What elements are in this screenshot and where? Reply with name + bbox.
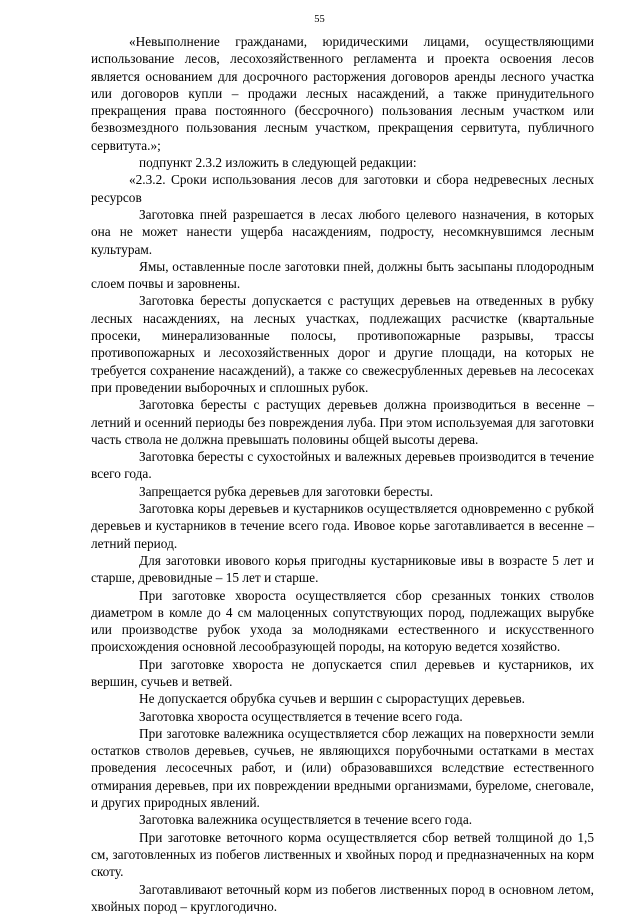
page-number: 55 bbox=[314, 14, 325, 25]
paragraph-twig-fodder: При заготовке веточного корма осуществляется сбор ветвей толщиной до 1,5 см, заготовленных из побегов лиственных и хвойных пород и предназначенных на корм скоту. bbox=[91, 829, 594, 880]
paragraph-stumps: Заготовка пней разрешается в лесах любого целевого назначения, в которых она не может нанести ущерба насаждениям, подросту, несомкнувшимся лесным культурам. bbox=[91, 206, 594, 257]
paragraph-quote-nonfulfillment: «Невыполнение гражданами, юридическими лицами, осуществляющими использование лесов, лесохозяйственного регламента и проекта освоения лесов является основанием для досрочного расторжения договоров аренды лесного участка или договоров купли – продажи лесных насаждений, а также принудительного прекращения права постоянного (бессрочного) пользования лесным участком или безвозмездного пользования лесным участком, прекращения сервитута, публичного сервитута.»; bbox=[91, 34, 594, 153]
paragraph-subpoint-instruction: подпункт 2.3.2 изложить в следующей редакции: bbox=[139, 155, 417, 171]
paragraph-deadfall: При заготовке валежника осуществляется сбор лежащих на поверхности земли остатков стволов деревьев, сучьев, не являющихся порубочными остатками в местах проведения лесосечных работ, и (или) образовавшихся вследствие естественного отмирания деревьев, при их повреждении вредными организмами, буреломе, снеговале, и других природных явлений. bbox=[91, 725, 594, 811]
document-body bbox=[91, 33, 594, 915]
paragraph-birch-bark-living: Заготовка бересты допускается с растущих деревьев на отведенных в рубку лесных насаждениях, на лесных участках, подлежащих расчистке (квартальные просеки, минерализованные полосы, противопожарные разрывы, трассы противопожарных и лесохозяйственных дорог и другие площади, на которых не требуется сохранение насаждений), а также со свежесрубленных деревьев на лесосеках при проведении выборочных и сплошных рубок. bbox=[91, 293, 594, 395]
paragraph-brushwood-restriction: При заготовке хвороста не допускается спил деревьев и кустарников, их вершин, сучьев и ветвей. bbox=[91, 656, 594, 689]
section-heading-2-3-2: «2.3.2. Сроки использования лесов для заготовки и сбора недревесных лесных ресурсов bbox=[91, 172, 594, 205]
paragraph-branch-ban: Не допускается обрубка сучьев и вершин с сырорастущих деревьев. bbox=[139, 691, 525, 707]
paragraph-pits: Ямы, оставленные после заготовки пней, должны быть засыпаны плодородным слоем почвы и заровнены. bbox=[91, 258, 594, 292]
paragraph-willow-bark: Для заготовки ивового корья пригодны кустарниковые ивы в возрасте 5 лет и старше, древовидные – 15 лет и старше. bbox=[91, 552, 594, 586]
paragraph-deadfall-season: Заготовка валежника осуществляется в течение всего года. bbox=[139, 812, 473, 828]
paragraph-brushwood: При заготовке хвороста осуществляется сбор срезанных тонких стволов диаметром в комле до 4 см малоценных сопутствующих пород, подлежащих вырубке или производстве рубок ухода за молодняками естественного и искусственного происхождения основной лесообразующей породы, на которую ведется хозяйство. bbox=[91, 587, 594, 655]
paragraph-birch-bark-season: Заготовка бересты с растущих деревьев должна производиться в весенне – летний и осенний периоды без повреждения луба. При этом используемая для заготовки часть ствола не должна превышать половины общей высоты дерева. bbox=[91, 397, 594, 447]
paragraph-twig-fodder-season: Заготавливают веточный корм из побегов лиственных пород в основном летом, хвойных пород – круглогодично. bbox=[91, 881, 594, 914]
paragraph-brushwood-season: Заготовка хвороста осуществляется в течение всего года. bbox=[139, 708, 463, 724]
paragraph-birch-bark-ban: Запрещается рубка деревьев для заготовки бересты. bbox=[139, 483, 434, 499]
paragraph-birch-bark-deadwood: Заготовка бересты с сухостойных и валежных деревьев производится в течение всего года. bbox=[91, 449, 594, 482]
paragraph-bark: Заготовка коры деревьев и кустарников осуществляется одновременно с рубкой деревьев и кустарников в течение всего года. Ивовое корье заготавливается в весенне – летний период. bbox=[91, 501, 594, 551]
